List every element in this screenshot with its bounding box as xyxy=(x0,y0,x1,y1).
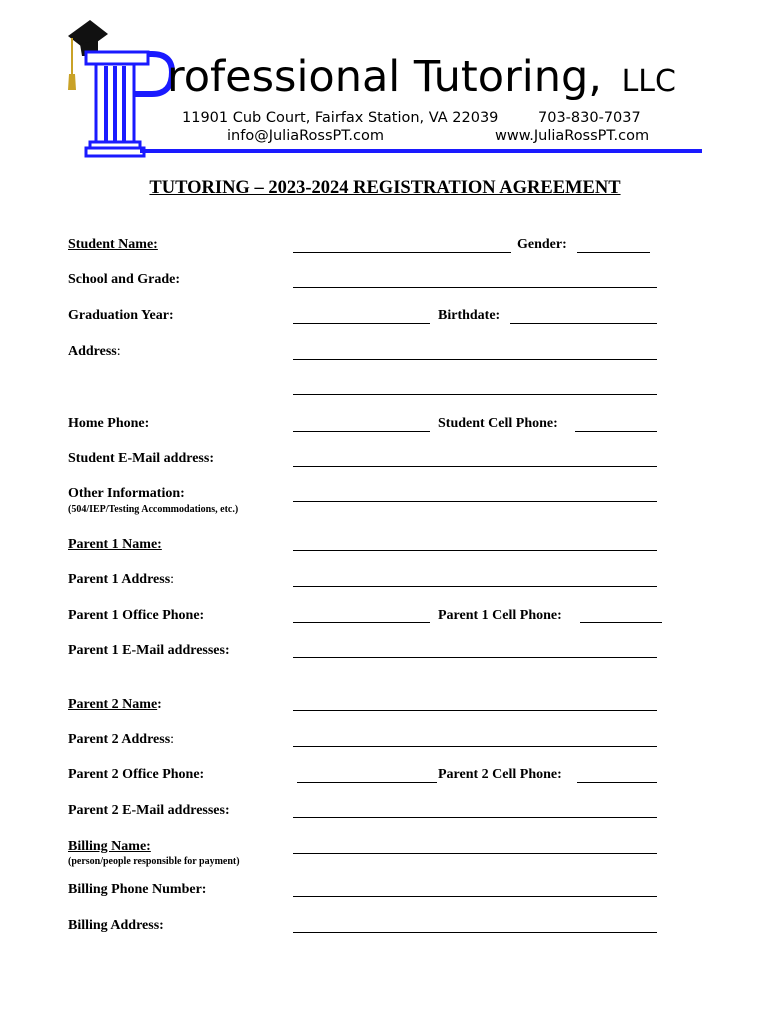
student-email-label: Student E-Mail address: xyxy=(68,451,214,466)
company-address: 11901 Cub Court, Fairfax Station, VA 22039 xyxy=(182,110,499,126)
parent2-email-label: Parent 2 E-Mail addresses: xyxy=(68,803,230,818)
school-grade-label: School and Grade: xyxy=(68,272,181,287)
page-title: TUTORING – 2023-2024 REGISTRATION AGREEMENT xyxy=(149,178,621,198)
address-label: Address: xyxy=(68,344,121,359)
graduation-year-field[interactable] xyxy=(293,323,430,324)
parent2-address-label: Parent 2 Address: xyxy=(68,732,175,747)
other-info-field[interactable] xyxy=(293,501,657,502)
billing-phone-label: Billing Phone Number: xyxy=(68,882,207,897)
school-grade-field[interactable] xyxy=(293,287,657,288)
student-name-label: Student Name: xyxy=(68,237,158,252)
pillar-graduation-cap-icon xyxy=(60,14,175,159)
graduation-year-label: Graduation Year: xyxy=(68,308,174,323)
company-website: www.JuliaRossPT.com xyxy=(495,128,650,144)
company-suffix: LLC xyxy=(621,64,676,99)
billing-name-note: (person/people responsible for payment) xyxy=(68,856,240,867)
student-cell-label: Student Cell Phone: xyxy=(438,416,558,431)
parent1-cell-label: Parent 1 Cell Phone: xyxy=(438,608,562,623)
address-field-line1[interactable] xyxy=(293,359,657,360)
gender-label: Gender: xyxy=(517,237,567,252)
billing-name-field[interactable] xyxy=(293,853,657,854)
home-phone-label: Home Phone: xyxy=(68,416,150,431)
company-email: info@JuliaRossPT.com xyxy=(227,128,384,144)
parent1-address-label: Parent 1 Address: xyxy=(68,572,175,587)
student-email-field[interactable] xyxy=(293,466,657,467)
company-name-main: rofessional Tutoring, xyxy=(167,52,602,102)
parent2-cell-field[interactable] xyxy=(577,782,657,783)
student-name-field[interactable] xyxy=(293,252,511,253)
gender-field[interactable] xyxy=(577,252,650,253)
parent1-name-label: Parent 1 Name: xyxy=(68,537,162,552)
parent1-office-label: Parent 1 Office Phone: xyxy=(68,608,205,623)
parent1-email-field[interactable] xyxy=(293,657,657,658)
home-phone-field[interactable] xyxy=(293,431,430,432)
billing-name-label: Billing Name: xyxy=(68,839,151,854)
address-field-line2[interactable] xyxy=(293,394,657,395)
company-phone: 703-830-7037 xyxy=(538,110,641,126)
parent2-email-field[interactable] xyxy=(293,817,657,818)
parent1-email-label: Parent 1 E-Mail addresses: xyxy=(68,643,230,658)
billing-address-label: Billing Address: xyxy=(68,918,164,933)
parent1-office-field[interactable] xyxy=(293,622,430,623)
header-rule xyxy=(140,149,702,153)
parent1-name-field[interactable] xyxy=(293,550,657,551)
company-name xyxy=(167,52,676,102)
billing-phone-field[interactable] xyxy=(293,896,657,897)
parent2-name-label: Parent 2 Name: xyxy=(68,697,162,712)
birthdate-label: Birthdate: xyxy=(438,308,501,323)
parent2-name-field[interactable] xyxy=(293,710,657,711)
parent2-office-label: Parent 2 Office Phone: xyxy=(68,767,205,782)
billing-address-field[interactable] xyxy=(293,932,657,933)
parent2-cell-label: Parent 2 Cell Phone: xyxy=(438,767,562,782)
parent1-address-field[interactable] xyxy=(293,586,657,587)
parent2-office-field[interactable] xyxy=(297,782,437,783)
parent1-cell-field[interactable] xyxy=(580,622,662,623)
student-cell-field[interactable] xyxy=(575,431,657,432)
birthdate-field[interactable] xyxy=(510,323,657,324)
other-info-note: (504/IEP/Testing Accommodations, etc.) xyxy=(68,504,239,515)
parent2-address-field[interactable] xyxy=(293,746,657,747)
other-info-label: Other Information: xyxy=(68,486,185,501)
